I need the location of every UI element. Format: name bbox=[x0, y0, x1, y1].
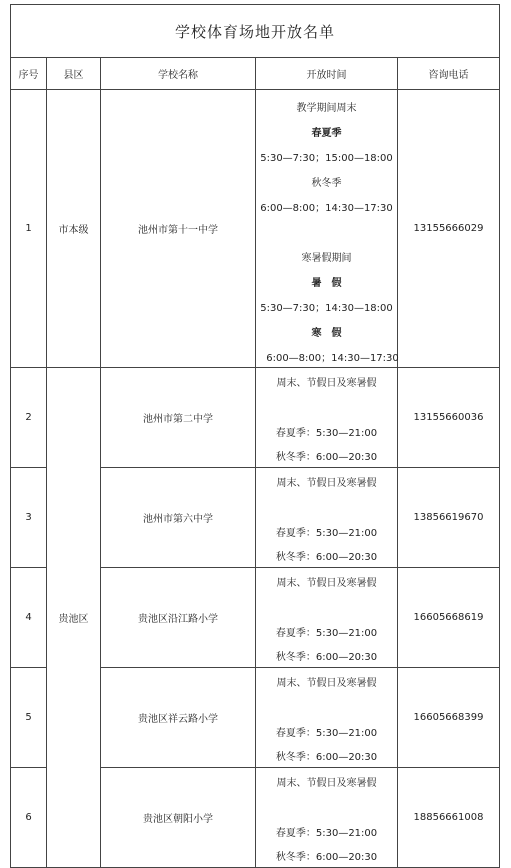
opening-hours bbox=[256, 90, 398, 368]
hours-line: 周末、节假日及寒暑假 bbox=[276, 778, 377, 789]
column-header-school: 学校名称 bbox=[101, 58, 256, 90]
hours-line: 5:30—7:30；14:30—18:00 bbox=[260, 303, 393, 314]
row-number: 2 bbox=[11, 368, 47, 468]
hours-line: 暑 假 bbox=[311, 278, 342, 289]
hours-line: 秋冬季：6:00—20:30 bbox=[275, 752, 378, 763]
phone-number: 13155666029 bbox=[398, 90, 500, 368]
row-number: 1 bbox=[11, 90, 47, 368]
opening-hours bbox=[256, 468, 398, 568]
school-name: 贵池区朝阳小学 bbox=[101, 768, 256, 868]
hours-line: 5:30—7:30；15:00—18:00 bbox=[260, 153, 393, 164]
hours-line: 秋冬季：6:00—20:30 bbox=[275, 852, 378, 863]
hours-line: 春夏季：5:30—21:00 bbox=[275, 728, 378, 739]
table-row bbox=[11, 90, 500, 368]
column-header-county: 县区 bbox=[47, 58, 101, 90]
county-cell: 贵池区 bbox=[47, 368, 101, 868]
school-name: 贵池区沿江路小学 bbox=[101, 568, 256, 668]
phone-number: 16605668399 bbox=[398, 668, 500, 768]
hours-line: 春夏季 bbox=[311, 128, 342, 139]
hours-line: 秋冬季：6:00—20:30 bbox=[275, 452, 378, 463]
school-name: 池州市第六中学 bbox=[101, 468, 256, 568]
hours-line: 周末、节假日及寒暑假 bbox=[276, 478, 377, 489]
table-header bbox=[11, 58, 500, 90]
opening-hours bbox=[256, 368, 398, 468]
table-row bbox=[11, 368, 500, 468]
opening-hours bbox=[256, 668, 398, 768]
hours-line: 教学期间周末 bbox=[296, 103, 357, 114]
hours-line: 周末、节假日及寒暑假 bbox=[276, 678, 377, 689]
row-number: 3 bbox=[11, 468, 47, 568]
hours-line: 6:00—8:00；14:30—17:30 bbox=[266, 353, 399, 364]
column-header-no: 序号 bbox=[11, 58, 47, 90]
hours-line: 周末、节假日及寒暑假 bbox=[276, 578, 377, 589]
hours-line: 春夏季：5:30—21:00 bbox=[275, 428, 378, 439]
hours-line: 周末、节假日及寒暑假 bbox=[276, 378, 377, 389]
venue-list-document bbox=[10, 4, 499, 868]
row-number: 6 bbox=[11, 768, 47, 868]
document-title: 学校体育场地开放名单 bbox=[11, 5, 500, 58]
hours-line: 春夏季：5:30—21:00 bbox=[275, 528, 378, 539]
phone-number: 16605668619 bbox=[398, 568, 500, 668]
school-name: 池州市第十一中学 bbox=[101, 90, 256, 368]
county-cell: 市本级 bbox=[47, 90, 101, 368]
school-name: 池州市第二中学 bbox=[101, 368, 256, 468]
hours-line: 秋冬季：6:00—20:30 bbox=[275, 652, 378, 663]
school-name: 贵池区祥云路小学 bbox=[101, 668, 256, 768]
opening-hours bbox=[256, 768, 398, 868]
hours-line: 春夏季：5:30—21:00 bbox=[275, 828, 378, 839]
column-header-phone: 咨询电话 bbox=[398, 58, 500, 90]
hours-line: 春夏季：5:30—21:00 bbox=[275, 628, 378, 639]
hours-line: 寒暑假期间 bbox=[301, 253, 352, 264]
column-header-hours: 开放时间 bbox=[256, 58, 398, 90]
hours-line: 秋冬季 bbox=[311, 178, 342, 189]
hours-line: 寒 假 bbox=[311, 328, 342, 339]
phone-number: 18856661008 bbox=[398, 768, 500, 868]
row-number: 4 bbox=[11, 568, 47, 668]
hours-line: 6:00—8:00；14:30—17:30 bbox=[260, 203, 393, 214]
row-number: 5 bbox=[11, 668, 47, 768]
phone-number: 13155660036 bbox=[398, 368, 500, 468]
opening-hours bbox=[256, 568, 398, 668]
phone-number: 13856619670 bbox=[398, 468, 500, 568]
venue-table bbox=[10, 4, 500, 868]
hours-line: 秋冬季：6:00—20:30 bbox=[275, 552, 378, 563]
